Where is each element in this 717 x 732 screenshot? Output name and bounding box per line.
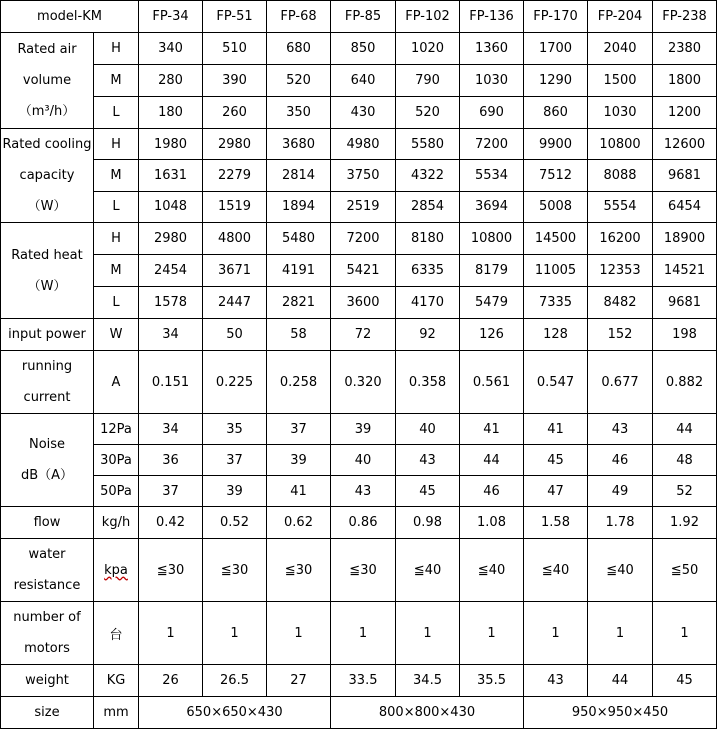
value-cell: 5580: [396, 129, 460, 160]
value-cell: 640: [331, 65, 396, 97]
value-cell: 390: [203, 65, 267, 97]
noise-label: [1, 414, 94, 507]
value-cell: 126: [460, 319, 524, 351]
value-cell: 12353: [588, 255, 653, 287]
value-cell: 45: [524, 445, 588, 476]
value-cell: 43: [524, 665, 588, 697]
model-header: FP-85: [331, 1, 396, 33]
value-cell: 37: [203, 445, 267, 476]
value-cell: 198: [653, 319, 717, 351]
value-cell: 0.42: [139, 507, 203, 539]
unit-text: kpa: [104, 562, 128, 578]
model-header: FP-68: [267, 1, 331, 33]
value-cell: 690: [460, 97, 524, 129]
value-cell: 1: [331, 602, 396, 665]
value-cell: 5479: [460, 287, 524, 319]
value-cell: 47: [524, 476, 588, 507]
label-line: number of: [13, 610, 81, 625]
value-cell: 92: [396, 319, 460, 351]
label-line: capacity: [19, 168, 75, 183]
value-cell: 44: [460, 445, 524, 476]
value-cell: 27: [267, 665, 331, 697]
size-group-cell: 950×950×450: [524, 697, 717, 729]
value-cell: 1: [460, 602, 524, 665]
header-row: [1, 1, 717, 33]
table-row: [1, 191, 717, 222]
value-cell: 5008: [524, 191, 588, 222]
value-cell: 4170: [396, 287, 460, 319]
label-line: （m³/h）: [18, 104, 76, 119]
value-cell: 510: [203, 33, 267, 65]
unit-cell: H: [94, 129, 139, 160]
unit-cell: A: [94, 351, 139, 414]
unit-cell: H: [94, 223, 139, 255]
value-cell: 0.677: [588, 351, 653, 414]
value-cell: 43: [331, 476, 396, 507]
cooling-capacity-label: [1, 129, 94, 223]
unit-cell: KG: [94, 665, 139, 697]
value-cell: 16200: [588, 223, 653, 255]
value-cell: 3750: [331, 160, 396, 191]
value-cell: 43: [588, 414, 653, 445]
model-header: FP-204: [588, 1, 653, 33]
unit-cell: M: [94, 65, 139, 97]
value-cell: 2814: [267, 160, 331, 191]
table-row: [1, 160, 717, 191]
value-cell: 1: [203, 602, 267, 665]
value-cell: 43: [396, 445, 460, 476]
value-cell: 4800: [203, 223, 267, 255]
value-cell: 5480: [267, 223, 331, 255]
value-cell: ≦30: [203, 539, 267, 602]
unit-cell: 台: [94, 602, 139, 665]
value-cell: 8088: [588, 160, 653, 191]
value-cell: 26.5: [203, 665, 267, 697]
label-line: Rated air: [17, 42, 77, 57]
value-cell: ≦30: [267, 539, 331, 602]
table-row: [1, 665, 717, 697]
value-cell: 1980: [139, 129, 203, 160]
value-cell: 7512: [524, 160, 588, 191]
unit-cell: 30Pa: [94, 445, 139, 476]
value-cell: 18900: [653, 223, 717, 255]
value-cell: 41: [267, 476, 331, 507]
unit-cell: W: [94, 319, 139, 351]
value-cell: 41: [460, 414, 524, 445]
model-header: FP-136: [460, 1, 524, 33]
value-cell: 8180: [396, 223, 460, 255]
value-cell: 1: [588, 602, 653, 665]
value-cell: 0.561: [460, 351, 524, 414]
table-row: [1, 476, 717, 507]
value-cell: ≦40: [588, 539, 653, 602]
value-cell: 58: [267, 319, 331, 351]
value-cell: 3680: [267, 129, 331, 160]
value-cell: 12600: [653, 129, 717, 160]
table-row: [1, 414, 717, 445]
value-cell: 1: [524, 602, 588, 665]
motors-label: [1, 602, 94, 665]
label-line: water: [28, 547, 66, 562]
label-line: running: [21, 359, 73, 374]
value-cell: 45: [396, 476, 460, 507]
value-cell: 35.5: [460, 665, 524, 697]
value-cell: 1578: [139, 287, 203, 319]
value-cell: 350: [267, 97, 331, 129]
unit-cell: [94, 539, 139, 602]
label-line: Rated heat: [11, 247, 83, 263]
label-line: （W）: [27, 278, 67, 294]
unit-cell: mm: [94, 697, 139, 729]
value-cell: 2821: [267, 287, 331, 319]
value-cell: ≦50: [653, 539, 717, 602]
value-cell: 2447: [203, 287, 267, 319]
value-cell: 41: [524, 414, 588, 445]
model-header: FP-34: [139, 1, 203, 33]
label-line: resistance: [13, 578, 81, 593]
unit-cell: 12Pa: [94, 414, 139, 445]
table-row: [1, 255, 717, 287]
value-cell: 1030: [588, 97, 653, 129]
value-cell: 1020: [396, 33, 460, 65]
value-cell: 0.225: [203, 351, 267, 414]
value-cell: 0.882: [653, 351, 717, 414]
value-cell: 36: [139, 445, 203, 476]
value-cell: 1200: [653, 97, 717, 129]
value-cell: 1: [267, 602, 331, 665]
value-cell: 0.320: [331, 351, 396, 414]
value-cell: 2454: [139, 255, 203, 287]
value-cell: 48: [653, 445, 717, 476]
label-line: current: [23, 390, 71, 405]
table-row: [1, 319, 717, 351]
value-cell: 3694: [460, 191, 524, 222]
value-cell: 40: [331, 445, 396, 476]
value-cell: 0.86: [331, 507, 396, 539]
value-cell: 46: [588, 445, 653, 476]
value-cell: 1.92: [653, 507, 717, 539]
value-cell: 7200: [331, 223, 396, 255]
value-cell: 1.78: [588, 507, 653, 539]
value-cell: 1360: [460, 33, 524, 65]
value-cell: 34: [139, 414, 203, 445]
value-cell: 9900: [524, 129, 588, 160]
model-header: FP-51: [203, 1, 267, 33]
table-row: [1, 65, 717, 97]
value-cell: 11005: [524, 255, 588, 287]
value-cell: 5421: [331, 255, 396, 287]
value-cell: 6454: [653, 191, 717, 222]
heat-label: [1, 223, 94, 319]
table-row: [1, 507, 717, 539]
table-row: [1, 223, 717, 255]
value-cell: 850: [331, 33, 396, 65]
value-cell: 7335: [524, 287, 588, 319]
value-cell: 44: [653, 414, 717, 445]
value-cell: 860: [524, 97, 588, 129]
value-cell: 4980: [331, 129, 396, 160]
value-cell: 44: [588, 665, 653, 697]
value-cell: ≦40: [524, 539, 588, 602]
value-cell: 4322: [396, 160, 460, 191]
value-cell: 39: [203, 476, 267, 507]
table-row: [1, 129, 717, 160]
air-volume-label: [1, 33, 94, 129]
value-cell: ≦30: [331, 539, 396, 602]
value-cell: 45: [653, 665, 717, 697]
value-cell: 37: [139, 476, 203, 507]
label-line: （W）: [27, 199, 67, 214]
value-cell: 40: [396, 414, 460, 445]
value-cell: 34: [139, 319, 203, 351]
value-cell: 1.58: [524, 507, 588, 539]
value-cell: 1: [396, 602, 460, 665]
value-cell: 0.151: [139, 351, 203, 414]
value-cell: ≦40: [396, 539, 460, 602]
value-cell: 1700: [524, 33, 588, 65]
table-row: [1, 351, 717, 414]
value-cell: 128: [524, 319, 588, 351]
table-row: [1, 539, 717, 602]
value-cell: 0.358: [396, 351, 460, 414]
value-cell: 72: [331, 319, 396, 351]
value-cell: 1: [139, 602, 203, 665]
value-cell: 6335: [396, 255, 460, 287]
value-cell: 152: [588, 319, 653, 351]
value-cell: 35: [203, 414, 267, 445]
model-label: model-KM: [1, 1, 139, 33]
value-cell: 0.62: [267, 507, 331, 539]
value-cell: 1500: [588, 65, 653, 97]
value-cell: 3671: [203, 255, 267, 287]
value-cell: 1030: [460, 65, 524, 97]
table-row: [1, 697, 717, 729]
value-cell: 340: [139, 33, 203, 65]
value-cell: 14500: [524, 223, 588, 255]
value-cell: 10800: [460, 223, 524, 255]
value-cell: 2040: [588, 33, 653, 65]
value-cell: 1519: [203, 191, 267, 222]
table-row: [1, 287, 717, 319]
value-cell: 0.258: [267, 351, 331, 414]
unit-cell: L: [94, 191, 139, 222]
value-cell: 430: [331, 97, 396, 129]
value-cell: ≦30: [139, 539, 203, 602]
value-cell: 280: [139, 65, 203, 97]
size-group-cell: 650×650×430: [139, 697, 331, 729]
value-cell: 680: [267, 33, 331, 65]
value-cell: 0.98: [396, 507, 460, 539]
unit-cell: kg/h: [94, 507, 139, 539]
value-cell: 2980: [139, 223, 203, 255]
flow-label: flow: [1, 507, 94, 539]
value-cell: 790: [396, 65, 460, 97]
weight-label: weight: [1, 665, 94, 697]
water-resistance-label: [1, 539, 94, 602]
value-cell: 5534: [460, 160, 524, 191]
value-cell: 1048: [139, 191, 203, 222]
size-label: size: [1, 697, 94, 729]
model-header: FP-238: [653, 1, 717, 33]
label-line: Rated cooling: [2, 137, 92, 152]
running-current-label: [1, 351, 94, 414]
table-row: [1, 445, 717, 476]
value-cell: 1290: [524, 65, 588, 97]
label-line: Noise: [28, 437, 66, 452]
value-cell: 4191: [267, 255, 331, 287]
value-cell: 2854: [396, 191, 460, 222]
input-power-label: input power: [1, 319, 94, 351]
table-row: [1, 602, 717, 665]
table-row: [1, 97, 717, 129]
table-row: [1, 33, 717, 65]
model-header: FP-102: [396, 1, 460, 33]
value-cell: 34.5: [396, 665, 460, 697]
unit-cell: M: [94, 160, 139, 191]
unit-cell: L: [94, 287, 139, 319]
value-cell: 7200: [460, 129, 524, 160]
value-cell: 520: [267, 65, 331, 97]
value-cell: 37: [267, 414, 331, 445]
value-cell: 2519: [331, 191, 396, 222]
value-cell: 180: [139, 97, 203, 129]
value-cell: 260: [203, 97, 267, 129]
value-cell: 10800: [588, 129, 653, 160]
value-cell: 33.5: [331, 665, 396, 697]
unit-cell: H: [94, 33, 139, 65]
label-line: dB（A）: [20, 468, 74, 483]
value-cell: 2380: [653, 33, 717, 65]
value-cell: 9681: [653, 287, 717, 319]
value-cell: 46: [460, 476, 524, 507]
value-cell: 2980: [203, 129, 267, 160]
value-cell: 49: [588, 476, 653, 507]
value-cell: 0.52: [203, 507, 267, 539]
value-cell: 39: [331, 414, 396, 445]
label-line: motors: [24, 641, 70, 656]
value-cell: 39: [267, 445, 331, 476]
value-cell: 1894: [267, 191, 331, 222]
value-cell: 2279: [203, 160, 267, 191]
value-cell: 520: [396, 97, 460, 129]
value-cell: 3600: [331, 287, 396, 319]
value-cell: 1631: [139, 160, 203, 191]
size-group-cell: 800×800×430: [331, 697, 524, 729]
value-cell: 8179: [460, 255, 524, 287]
value-cell: 1.08: [460, 507, 524, 539]
unit-cell: 50Pa: [94, 476, 139, 507]
value-cell: 14521: [653, 255, 717, 287]
value-cell: 1: [653, 602, 717, 665]
value-cell: 50: [203, 319, 267, 351]
value-cell: 26: [139, 665, 203, 697]
unit-cell: L: [94, 97, 139, 129]
value-cell: 52: [653, 476, 717, 507]
unit-cell: M: [94, 255, 139, 287]
value-cell: 1800: [653, 65, 717, 97]
label-line: volume: [22, 73, 72, 88]
value-cell: 0.547: [524, 351, 588, 414]
value-cell: ≦40: [460, 539, 524, 602]
value-cell: 9681: [653, 160, 717, 191]
model-header: FP-170: [524, 1, 588, 33]
value-cell: 5554: [588, 191, 653, 222]
value-cell: 8482: [588, 287, 653, 319]
